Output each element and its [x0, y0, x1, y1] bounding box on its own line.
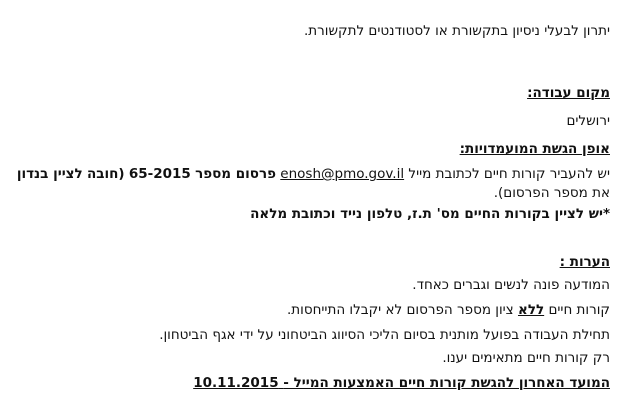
remarks-line-2: [14, 301, 610, 319]
remarks-heading: הערות :: [559, 254, 610, 270]
remarks-line-4: רק קורות חיים מתאימים יענו.: [442, 350, 610, 366]
submission-heading: אופן הגשת המועמדויות:: [459, 141, 610, 157]
submission-line-2: את מספר הפרסום).: [493, 185, 610, 201]
advantage-line: יתרון לבעלי ניסיון בתקשורת או לסטודנטים לתקשורת.: [303, 23, 610, 39]
publication-number: 65-2015: [128, 166, 191, 182]
remarks-line-2-prefix: קורות חיים: [548, 302, 610, 318]
deadline-line: [14, 374, 610, 392]
remarks-line-1: המודעה פונה לנשים וגברים כאחד.: [412, 277, 610, 293]
submission-prefix: יש להעביר קורות חיים לכתובת מייל: [408, 166, 610, 182]
publication-label: פרסום מספר: [195, 166, 276, 182]
workplace-heading: מקום עבודה:: [527, 85, 610, 101]
workplace-value: ירושלים: [566, 113, 610, 129]
mandatory-label: (חובה: [86, 166, 125, 182]
mandatory-tail: לציין בנדון: [16, 166, 83, 182]
deadline-text: המועד האחרון להגשת קורות חיים האמצעות המייל -: [283, 375, 610, 391]
remarks-line-3: תחילת העבודה בפועל מותנית בסיום הליכי הסיווג הביטחוני על ידי אגף הביטחון.: [159, 327, 610, 343]
submission-note: *יש לציין בקורות החיים מס' ת.ז, טלפון נייד וכתובת מלאה: [250, 206, 610, 222]
submission-line-1: [14, 165, 610, 183]
deadline-date: 10.11.2015: [193, 375, 279, 391]
remarks-line-2-rest: ציון מספר הפרסום לא יקבלו התייחסות.: [286, 302, 514, 318]
without-word: ללא: [517, 302, 545, 318]
email-link[interactable]: enosh@pmo.gov.il: [280, 166, 405, 182]
